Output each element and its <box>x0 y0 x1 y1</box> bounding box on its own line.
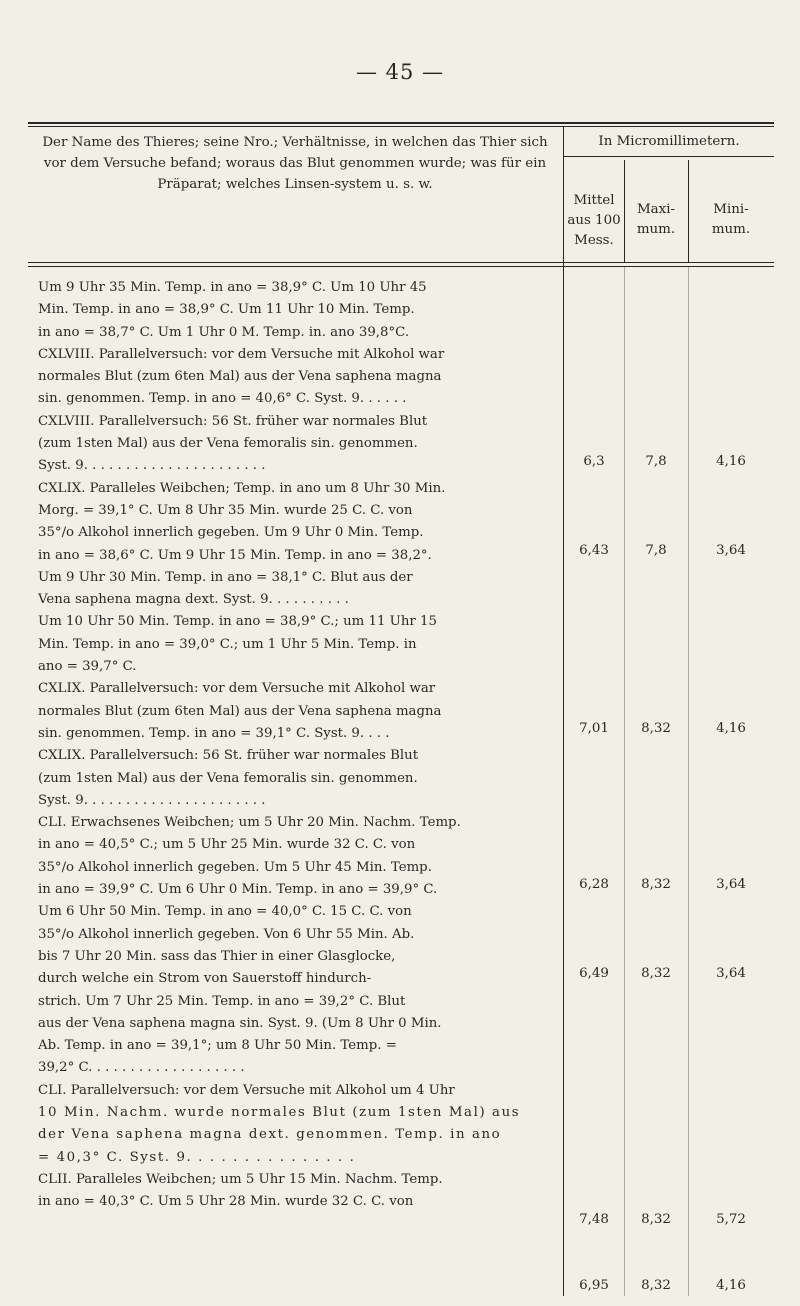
text-line: CLII. Paralleles Weibchen; um 5 Uhr 15 Min. Nachm. Temp. <box>38 1171 443 1187</box>
column-header-min: Mini- mum. <box>711 202 751 237</box>
text-line: in ano = 39,9° C. Um 6 Uhr 0 Min. Temp. in ano = 39,9° C. <box>38 882 438 898</box>
text-line: 39,2° C. . . . . . . . . . . . . . . . . . . <box>38 1060 245 1076</box>
text-line: Ab. Temp. in ano = 39,1°; um 8 Uhr 50 Min. Temp. = <box>38 1038 397 1054</box>
text-line: CLI. Parallelversuch: vor dem Versuche mit Alkohol um 4 Uhr <box>38 1082 455 1098</box>
mean-value: 6,3 <box>583 454 605 469</box>
mean-value: 6,43 <box>579 543 609 558</box>
min-value: 3,64 <box>716 543 746 558</box>
min-value: 5,72 <box>716 1212 746 1227</box>
text-line: normales Blut (zum 6ten Mal) aus der Vena saphena magna <box>38 703 442 719</box>
text-line: strich. Um 7 Uhr 25 Min. Temp. in ano = 39,2° C. Blut <box>38 993 406 1009</box>
min-value: 3,64 <box>716 966 746 981</box>
text-line: CXLVIII. Parallelversuch: 56 St. früher war normales Blut <box>38 413 428 429</box>
column-header-mean: Mittel aus 100 Mess. <box>567 193 621 248</box>
text-line: in ano = 40,5° C.; um 5 Uhr 25 Min. wurde 32 C. C. von <box>38 837 416 853</box>
min-value: 4,16 <box>716 1278 746 1293</box>
mean-value: 6,49 <box>579 966 609 981</box>
table-body-text <box>38 277 558 1213</box>
max-value: 8,32 <box>641 721 671 736</box>
text-line: durch welche ein Strom von Sauerstoff hindurch- <box>38 971 372 987</box>
text-line: (zum 1sten Mal) aus der Vena femoralis sin. genommen. <box>38 436 418 452</box>
text-line: aus der Vena saphena magna sin. Syst. 9. (Um 8 Uhr 0 Min. <box>38 1015 442 1031</box>
min-value: 4,16 <box>716 454 746 469</box>
column-divider-faint <box>624 267 625 1296</box>
header-rule <box>28 266 774 267</box>
top-rule <box>28 122 774 124</box>
text-line: sin. genommen. Temp. in ano = 40,6° C. Syst. 9. . . . . . <box>38 391 407 407</box>
text-line: Um 6 Uhr 50 Min. Temp. in ano = 40,0° C. 15 C. C. von <box>38 904 412 920</box>
text-line: CXLIX. Parallelversuch: vor dem Versuche mit Alkohol war <box>38 681 436 697</box>
text-line: in ano = 38,7° C. Um 1 Uhr 0 M. Temp. in. ano 39,8°C. <box>38 324 410 340</box>
text-line: sin. genommen. Temp. in ano = 39,1° C. Syst. 9. . . . <box>38 725 390 741</box>
text-line: Min. Temp. in ano = 39,0° C.; um 1 Uhr 5 Min. Temp. in <box>38 636 417 652</box>
column-divider <box>688 160 689 262</box>
header-rule <box>28 262 774 263</box>
max-value: 8,32 <box>641 1212 671 1227</box>
page-number: — 45 — <box>355 60 445 84</box>
text-line: Syst. 9. . . . . . . . . . . . . . . . . . . . . . <box>38 458 266 474</box>
text-line: normales Blut (zum 6ten Mal) aus der Vena saphena magna <box>38 369 442 385</box>
max-value: 8,32 <box>641 966 671 981</box>
text-line: 35°/o Alkohol innerlich gegeben. Um 5 Uhr 45 Min. Temp. <box>38 859 432 875</box>
mean-value: 7,48 <box>579 1212 609 1227</box>
min-value: 4,16 <box>716 721 746 736</box>
max-value: 7,8 <box>645 454 667 469</box>
text-line: bis 7 Uhr 20 Min. sass das Thier in einer Glasglocke, <box>38 948 396 964</box>
text-line: Um 10 Uhr 50 Min. Temp. in ano = 38,9° C.; um 11 Uhr 15 <box>38 614 437 630</box>
text-line: 10 Min. Nachm. wurde normales Blut (zum 1sten Mal) aus <box>38 1104 521 1120</box>
text-line: CXLIX. Parallelversuch: 56 St. früher war normales Blut <box>38 748 419 764</box>
text-line: Um 9 Uhr 35 Min. Temp. in ano = 38,9° C. Um 10 Uhr 45 <box>38 280 427 295</box>
text-line: Morg. = 39,1° C. Um 8 Uhr 35 Min. wurde 25 C. C. von <box>38 502 413 518</box>
text-line: CXLIX. Paralleles Weibchen; Temp. in ano um 8 Uhr 30 Min. <box>38 480 446 496</box>
text-line: Min. Temp. in ano = 38,9° C. Um 11 Uhr 10 Min. Temp. <box>38 302 415 318</box>
text-line: Um 9 Uhr 30 Min. Temp. in ano = 38,1° C. Blut aus der <box>38 569 413 585</box>
column-header-units: In Micromillimetern. <box>598 134 740 149</box>
text-line: 35°/o Alkohol innerlich gegeben. Von 6 Uhr 55 Min. Ab. <box>38 926 415 942</box>
max-value: 8,32 <box>641 1278 671 1293</box>
text-line: ano = 39,7° C. <box>38 659 137 675</box>
mean-value: 6,28 <box>579 877 609 892</box>
text-line: CXLVIII. Parallelversuch: vor dem Versuche mit Alkohol war <box>38 346 445 362</box>
text-line: in ano = 38,6° C. Um 9 Uhr 15 Min. Temp. in ano = 38,2°. <box>38 547 432 563</box>
mean-value: 7,01 <box>579 721 609 736</box>
mean-value: 6,95 <box>579 1278 609 1293</box>
text-line: (zum 1sten Mal) aus der Vena femoralis sin. genommen. <box>38 770 418 786</box>
text-line: der Vena saphena magna dext. genommen. Temp. in ano <box>38 1127 502 1143</box>
text-line: Syst. 9. . . . . . . . . . . . . . . . . . . . . . <box>38 792 266 808</box>
text-line: = 40,3° C. Syst. 9. . . . . . . . . . . . . . . <box>38 1149 356 1165</box>
text-line: in ano = 40,3° C. Um 5 Uhr 28 Min. wurde 32 C. C. von <box>38 1194 414 1210</box>
text-line: Vena saphena magna dext. Syst. 9. . . . . . . . . . <box>38 592 349 608</box>
text-line: 35°/o Alkohol innerlich gegeben. Um 9 Uhr 0 Min. Temp. <box>38 525 424 541</box>
min-value: 3,64 <box>716 877 746 892</box>
column-divider <box>624 160 625 262</box>
column-header-description: Der Name des Thieres; seine Nro.; Verhältnisse, in welchen das Thier sich vor dem Versuche befand; woraus das Blut genommen wurde; was für ein Präparat; welches Linsen-system u. s. w. <box>42 135 548 192</box>
column-divider-faint <box>688 267 689 1296</box>
text-line: CLI. Erwachsenes Weibchen; um 5 Uhr 20 Min. Nachm. Temp. <box>38 815 461 831</box>
units-divider <box>563 156 774 157</box>
max-value: 7,8 <box>645 543 667 558</box>
max-value: 8,32 <box>641 877 671 892</box>
column-header-max: Maxi- mum. <box>636 202 676 237</box>
top-rule-thin <box>28 126 774 127</box>
column-divider <box>563 126 564 1296</box>
